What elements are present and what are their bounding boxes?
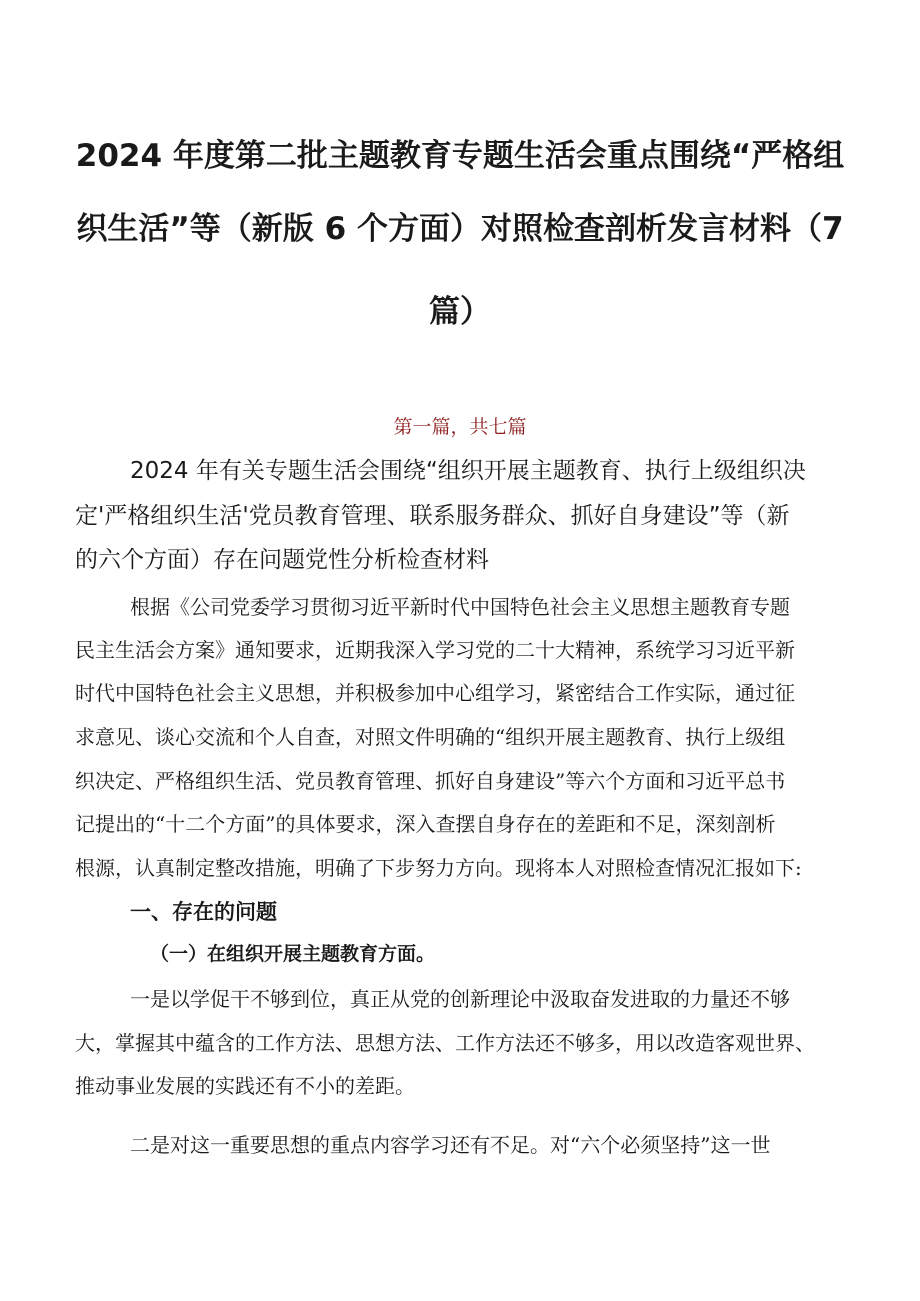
point-one-line: 大，掌握其中蕴含的工作方法、思想方法、工作方法还不够多，用以改造客观世界、	[75, 1031, 815, 1055]
document-title-line-1: 2024 年度第二批主题教育专题生活会重点围绕“严格组	[75, 138, 845, 174]
document-title-line-2: 织生活”等（新版 6 个方面）对照检查剖析发言材料（7	[76, 211, 844, 247]
heading-theme-education: （一）在组织开展主题教育方面。	[150, 943, 436, 965]
section-label: 第一篇，共七篇	[393, 416, 527, 438]
intro-line: 根源，认真制定整改措施，明确了下步努力方向。现将本人对照检查情况汇报如下:	[75, 856, 802, 880]
document-title-line-3: 篇）	[429, 294, 491, 330]
subtitle-line-1: 2024 年有关专题生活会围绕“组织开展主题教育、执行上级组织决	[130, 458, 806, 484]
subtitle-line-3: 的六个方面）存在问题党性分析检查材料	[75, 547, 489, 573]
point-one-line: 一是以学促干不够到位，真正从党的创新理论中汲取奋发进取的力量还不够	[130, 987, 790, 1011]
heading-existing-problems: 一、存在的问题	[130, 900, 277, 924]
intro-line: 织决定、严格组织生活、党员教育管理、抓好自身建设”等六个方面和习近平总书	[75, 769, 786, 793]
intro-line: 记提出的“十二个方面”的具体要求，深入查摆自身存在的差距和不足，深刻剖析	[75, 812, 776, 836]
intro-line: 求意见、谈心交流和个人自查，对照文件明确的“组织开展主题教育、执行上级组	[75, 725, 786, 749]
point-one-line: 推动事业发展的实践还有不小的差距。	[75, 1074, 415, 1098]
intro-line: 时代中国特色社会主义思想，并积极参加中心组学习，紧密结合工作实际，通过征	[75, 681, 795, 705]
point-two-line: 二是对这一重要思想的重点内容学习还有不足。对“六个必须坚持”这一世	[130, 1133, 771, 1157]
intro-line: 根据《公司党委学习贯彻习近平新时代中国特色社会主义思想主题教育专题	[130, 595, 790, 619]
intro-line: 民主生活会方案》通知要求，近期我深入学习党的二十大精神，系统学习习近平新	[75, 638, 795, 662]
subtitle-line-2: 定'严格组织生活'党员教育管理、联系服务群众、抓好自身建设”等（新	[75, 503, 790, 529]
